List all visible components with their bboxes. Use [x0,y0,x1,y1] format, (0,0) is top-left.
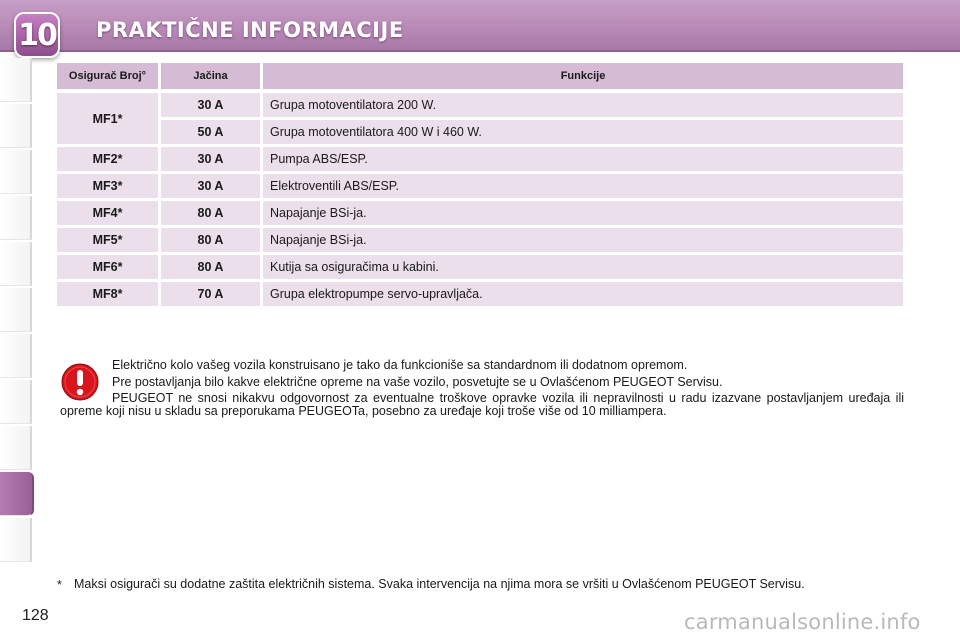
page-title: PRAKTIČNE INFORMACIJE [96,18,404,42]
fuse-rating: 30 A [161,174,260,198]
chapter-tab[interactable] [0,288,32,332]
fuse-number: MF4* [57,201,158,225]
fuse-number: MF1* [57,93,158,144]
chapter-tab[interactable] [0,242,32,286]
fuse-function: Grupa motoventilatora 400 W i 460 W. [263,120,903,144]
warning-paragraph: PEUGEOT ne snosi nikakvu odgovornost za eventualne troškove opravke vozila ili nepravilnosti u radu izazvane postavljanjem uređaja ili opreme koji nisu u skladu sa preporukama PEUGEOTa, posebno za uređaje koji troše više od 10 milliampera. [60,391,904,418]
fuse-number: MF6* [57,255,158,279]
page-number: 128 [22,607,49,624]
table-row [57,201,903,228]
fuse-function: Napajanje BSi-ja. [263,228,903,252]
fuse-function: Pumpa ABS/ESP. [263,147,903,171]
fuse-rating: 50 A [161,120,260,144]
chapter-tab[interactable] [0,196,32,240]
chapter-number-badge: 10 [14,12,60,58]
table-row [57,255,903,282]
fuse-number: MF2* [57,147,158,171]
table-row [57,174,903,201]
fuse-rating: 30 A [161,93,260,117]
chapter-tab[interactable] [0,150,32,194]
table-header-row [57,63,903,93]
footnote-marker: * [57,578,62,592]
fuse-rating: 80 A [161,255,260,279]
table-row [57,120,903,147]
table-row [57,147,903,174]
chapter-tab[interactable] [0,104,32,148]
table-row [57,93,903,126]
fuse-number: MF8* [57,282,158,306]
warning-paragraph: Električno kolo vašeg vozila konstruisano je tako da funkcioniše sa standardnom ili dodatnom opremom. [112,358,688,372]
footnote-text: Maksi osigurači su dodatne zaštita električnih sistema. Svaka intervencija na njima mora se vršiti u Ovlašćenom PEUGEOT Servisu. [74,577,805,591]
watermark: carmanualsonline.info [684,610,921,634]
chapter-tab-active[interactable] [0,472,34,516]
chapter-tab[interactable] [0,380,32,424]
chapter-tab-rail [0,58,34,578]
header-fuse-number: Osigurač Broj° [57,63,158,89]
fuse-table [57,63,903,309]
header-rating: Jačina [161,63,260,89]
fuse-function: Napajanje BSi-ja. [263,201,903,225]
chapter-tab[interactable] [0,334,32,378]
chapter-tab[interactable] [0,58,32,102]
chapter-tab[interactable] [0,518,32,562]
fuse-number: MF5* [57,228,158,252]
table-row [57,228,903,255]
fuse-number: MF3* [57,174,158,198]
fuse-function: Elektroventili ABS/ESP. [263,174,903,198]
chapter-tab[interactable] [0,426,32,470]
fuse-rating: 30 A [161,147,260,171]
fuse-rating: 80 A [161,201,260,225]
fuse-function: Kutija sa osiguračima u kabini. [263,255,903,279]
fuse-function: Grupa motoventilatora 200 W. [263,93,903,117]
fuse-function: Grupa elektropumpe servo-upravljača. [263,282,903,306]
fuse-rating: 80 A [161,228,260,252]
warning-paragraph: Pre postavljanja bilo kakve električne opreme na vaše vozilo, posvetujte se u Ovlašćenom PEUGEOT Servisu. [112,375,723,389]
fuse-rating: 70 A [161,282,260,306]
table-row [57,282,903,309]
header-functions: Funkcije [263,63,903,89]
